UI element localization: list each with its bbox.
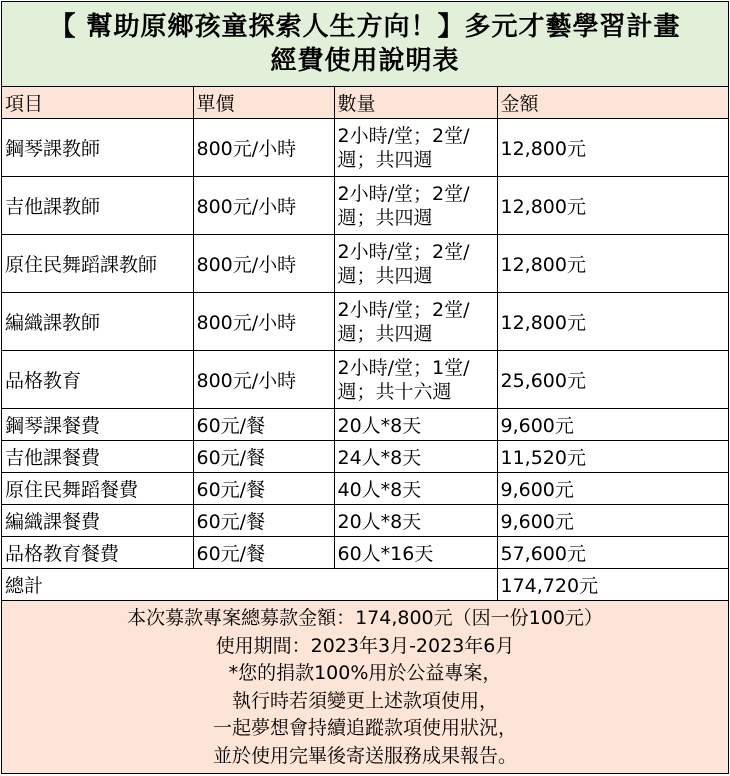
quantity-line: 2小時/堂；2堂/: [337, 298, 470, 321]
footer-total-raised: 本次募款專案總募款金額：174,800元（因一份100元）: [127, 607, 603, 629]
quantity-line: 週；共四週: [337, 322, 433, 345]
cell-unit-price: 60元/餐: [193, 409, 334, 441]
footer-notes: [2, 601, 728, 773]
page-subtitle: 經費使用說明表: [270, 46, 460, 76]
cell-unit-price: 800元/小時: [193, 351, 334, 409]
cell-unit-price: 60元/餐: [193, 537, 334, 569]
table-row: [2, 293, 728, 351]
footer-note-line: *您的捐款100%用於公益專案，: [228, 662, 502, 684]
cell-item: 吉他課餐費: [2, 441, 193, 473]
cell-item: 吉他課教師: [2, 177, 193, 235]
table-row: [2, 473, 728, 505]
table-header-row: [2, 87, 728, 119]
table-row: [2, 537, 728, 569]
cell-amount: 9,600元: [497, 473, 728, 505]
total-amount: 174,720元: [497, 569, 728, 601]
table-row: [2, 505, 728, 537]
cell-quantity: [334, 177, 497, 235]
cell-amount: 12,800元: [497, 177, 728, 235]
cell-unit-price: 800元/小時: [193, 177, 334, 235]
page-title: 【 幫助原鄉孩童探索人生方向！】多元才藝學習計畫: [49, 12, 681, 42]
cell-item: 品格教育: [2, 351, 193, 409]
total-label: 總計: [2, 569, 497, 601]
quantity-line: 週；共四週: [337, 206, 433, 229]
cell-item: 編織課餐費: [2, 505, 193, 537]
cell-quantity: 60人*16天: [334, 537, 497, 569]
table-row: [2, 441, 728, 473]
cell-quantity: 20人*8天: [334, 505, 497, 537]
cell-amount: 12,800元: [497, 235, 728, 293]
quantity-line: 2小時/堂；2堂/: [337, 182, 470, 205]
cell-quantity: 20人*8天: [334, 409, 497, 441]
column-header-quantity: 數量: [334, 87, 497, 119]
cell-amount: 57,600元: [497, 537, 728, 569]
cell-quantity: [334, 119, 497, 177]
cell-quantity: 40人*8天: [334, 473, 497, 505]
cell-unit-price: 800元/小時: [193, 235, 334, 293]
cell-unit-price: 60元/餐: [193, 441, 334, 473]
quantity-line: 週；共四週: [337, 148, 433, 171]
cell-item: 鋼琴課餐費: [2, 409, 193, 441]
table-row: [2, 119, 728, 177]
quantity-line: 2小時/堂；2堂/: [337, 240, 470, 263]
cell-amount: 9,600元: [497, 409, 728, 441]
quantity-line: 2小時/堂；1堂/: [337, 356, 470, 379]
cell-unit-price: 60元/餐: [193, 473, 334, 505]
table-row: [2, 235, 728, 293]
budget-sheet: [1, 1, 729, 774]
footer-note-line: 一起夢想會持續追蹤款項使用狀況，: [212, 717, 517, 739]
cell-unit-price: 60元/餐: [193, 505, 334, 537]
cell-unit-price: 800元/小時: [193, 293, 334, 351]
total-row: [2, 569, 728, 601]
budget-table: [2, 87, 728, 601]
column-header-unit-price: 單價: [193, 87, 334, 119]
quantity-line: 2小時/堂；2堂/: [337, 124, 470, 147]
footer-note-line: 執行時若須變更上述款項使用，: [231, 689, 498, 712]
cell-item: 原住民舞蹈課教師: [2, 235, 193, 293]
cell-item: 品格教育餐費: [2, 537, 193, 569]
cell-unit-price: 800元/小時: [193, 119, 334, 177]
title-block: [2, 2, 728, 87]
cell-amount: 12,800元: [497, 293, 728, 351]
cell-quantity: 24人*8天: [334, 441, 497, 473]
cell-amount: 12,800元: [497, 119, 728, 177]
table-row: [2, 351, 728, 409]
cell-amount: 25,600元: [497, 351, 728, 409]
footer-period: 使用期間：2023年3月-2023年6月: [215, 634, 515, 657]
cell-amount: 9,600元: [497, 505, 728, 537]
footer-note-line: 並於使用完畢後寄送服務成果報告。: [212, 744, 517, 767]
quantity-line: 週；共十六週: [337, 380, 452, 403]
column-header-item: 項目: [2, 87, 193, 119]
cell-quantity: [334, 351, 497, 409]
table-row: [2, 177, 728, 235]
cell-item: 編織課教師: [2, 293, 193, 351]
column-header-amount: 金額: [497, 87, 728, 119]
quantity-line: 週；共四週: [337, 264, 433, 287]
cell-quantity: [334, 235, 497, 293]
cell-item: 原住民舞蹈餐費: [2, 473, 193, 505]
cell-amount: 11,520元: [497, 441, 728, 473]
cell-quantity: [334, 293, 497, 351]
cell-item: 鋼琴課教師: [2, 119, 193, 177]
table-row: [2, 409, 728, 441]
